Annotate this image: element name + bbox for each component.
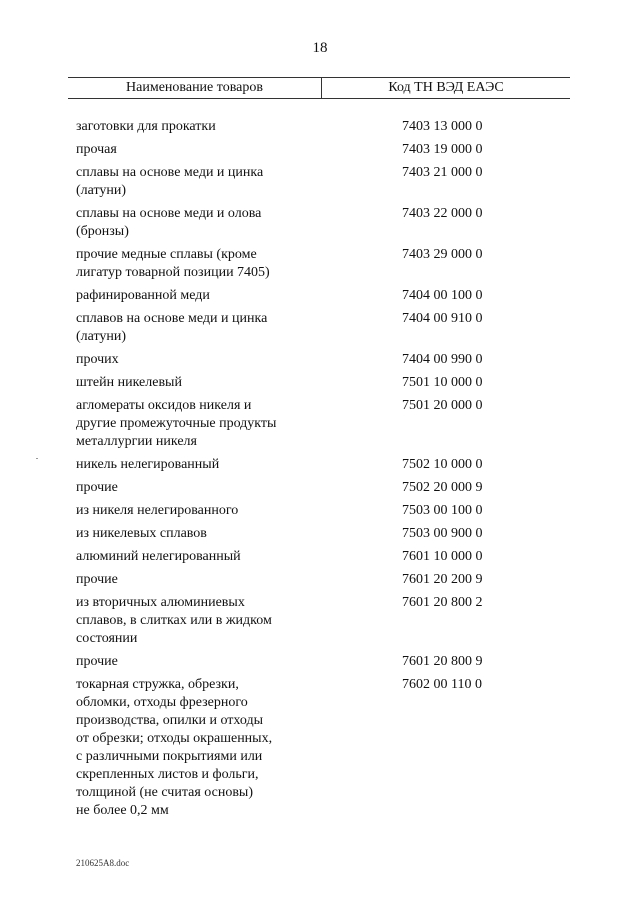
table-row [76,246,576,282]
table-row [76,571,576,589]
goods-code: 7404 00 910 0 [402,311,483,326]
goods-code: 7502 10 000 0 [402,457,483,472]
goods-name: прочая [76,142,117,157]
goods-code: 7602 00 110 0 [402,677,482,692]
goods-code: 7502 20 000 9 [402,480,483,495]
goods-code: 7403 29 000 0 [402,247,483,262]
goods-code: 7501 10 000 0 [402,375,483,390]
goods-code: 7503 00 100 0 [402,503,483,518]
file-name: 210625A8.doc [76,858,130,868]
goods-name: никель нелегированный [76,457,220,472]
table-row [76,594,576,648]
table-header [68,77,570,99]
table-row [76,502,576,520]
goods-name: прочие [76,654,118,669]
table-row [76,351,576,369]
goods-code: 7404 00 100 0 [402,288,483,303]
goods-name: штейн никелевый [76,375,182,390]
goods-code: 7403 21 000 0 [402,165,483,180]
goods-name: прочих [76,352,119,367]
table-row [76,397,576,451]
table-row [76,548,576,566]
goods-name: агломераты оксидов никеля и другие промежуточные продукты металлургии никеля [76,398,277,449]
goods-name: из никелевых сплавов [76,526,207,541]
margin-mark [36,458,38,459]
table-row [76,456,576,474]
table-row [76,525,576,543]
goods-code: 7601 10 000 0 [402,549,483,564]
column-header-code: Код ТН ВЭД ЕАЭС [388,80,504,95]
goods-name: токарная стружка, обрезки, обломки, отходы фрезерного производства, опилки и отходы от обрезки; отходы окрашенных, с различными покрытиями или скрепленных листов и фольги, толщиной (не считая основы) не более 0,2 мм [76,677,273,818]
goods-name: сплавы на основе меди и цинка (латуни) [76,165,264,198]
table-row [76,676,576,820]
goods-name: алюминий нелегированный [76,549,241,564]
column-header-name: Наименование товаров [126,80,263,95]
goods-name: рафинированной меди [76,288,210,303]
goods-name: прочие [76,480,118,495]
goods-name: заготовки для прокатки [76,119,216,134]
goods-code: 7404 00 990 0 [402,352,483,367]
goods-code: 7403 13 000 0 [402,119,483,134]
goods-name: сплавы на основе меди и олова (бронзы) [76,206,262,239]
goods-code: 7503 00 900 0 [402,526,483,541]
goods-code: 7403 19 000 0 [402,142,483,157]
page-number: 18 [312,40,328,56]
goods-name: из никеля нелегированного [76,503,239,518]
goods-code: 7601 20 800 9 [402,654,483,669]
goods-name: прочие [76,572,118,587]
table-row [76,479,576,497]
table-row [76,653,576,671]
table-row [76,118,576,136]
goods-code: 7601 20 200 9 [402,572,483,587]
goods-code: 7601 20 800 2 [402,595,483,610]
goods-name: прочие медные сплавы (кроме лигатур товарной позиции 7405) [76,247,270,280]
table-row [76,287,576,305]
goods-code: 7501 20 000 0 [402,398,483,413]
goods-code: 7403 22 000 0 [402,206,483,221]
goods-name: сплавов на основе меди и цинка (латуни) [76,311,268,344]
table-row [76,374,576,392]
table-row [76,310,576,346]
goods-table [76,118,576,825]
table-row [76,141,576,159]
goods-name: из вторичных алюминиевых сплавов, в слитках или в жидком состоянии [76,595,272,646]
table-row [76,164,576,200]
table-row [76,205,576,241]
